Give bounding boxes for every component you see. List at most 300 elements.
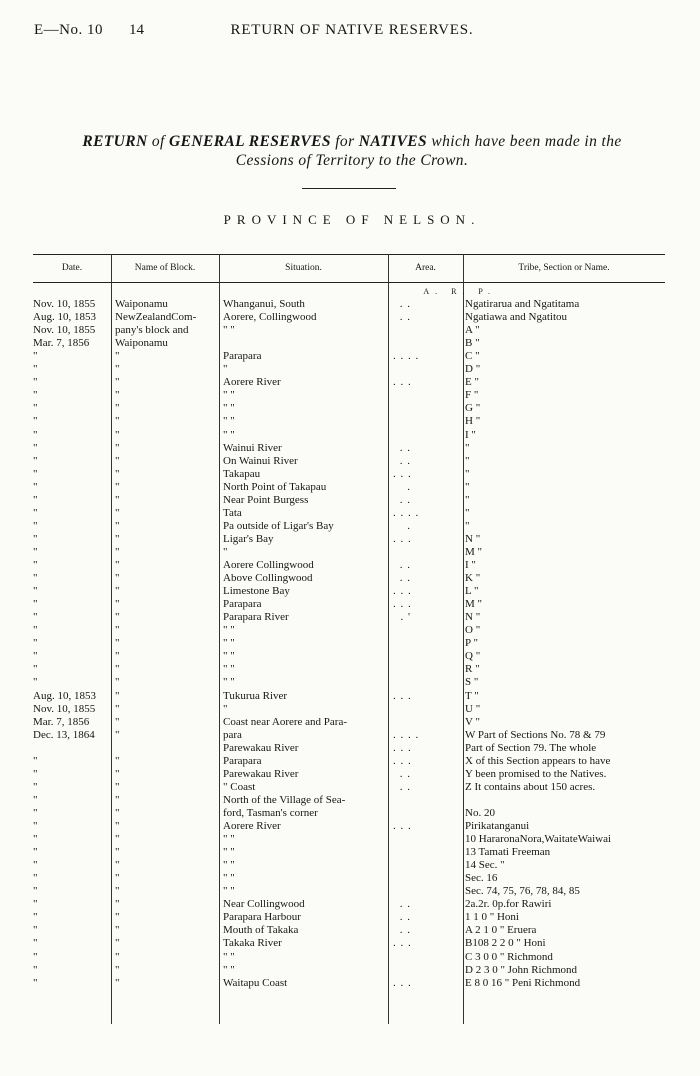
cell-date: " xyxy=(33,598,38,611)
cell-situation: " " xyxy=(223,637,235,650)
cell-block: " xyxy=(115,545,120,558)
cell-date: " xyxy=(33,963,38,976)
cell-situation: Aorere, Collingwood xyxy=(223,311,317,324)
cell-block: " xyxy=(115,780,120,793)
cell-tribe: Part of Section 79. The whole xyxy=(465,741,597,754)
cell-situation: Ligar's Bay xyxy=(223,532,274,545)
cell-block: " xyxy=(115,454,120,467)
cell-tribe: U " xyxy=(465,702,481,715)
cell-block: " xyxy=(115,650,120,663)
cell-tribe: Sec. 74, 75, 76, 78, 84, 85 xyxy=(465,885,580,898)
cell-tribe: K " xyxy=(465,572,481,585)
table-row xyxy=(33,481,665,494)
reserves-table xyxy=(33,254,665,1024)
cell-situation: " " xyxy=(223,624,235,637)
cell-date: " xyxy=(33,428,38,441)
cell-situation: Whanganui, South xyxy=(223,298,305,310)
page-number: 14 xyxy=(129,22,144,38)
cell-block: " xyxy=(115,976,120,989)
report-title-line-2: Cessions of Territory to the Crown. xyxy=(235,152,469,169)
cell-block: " xyxy=(115,754,120,767)
cell-situation: Aorere Collingwood xyxy=(223,559,314,571)
cell-date: " xyxy=(33,480,38,493)
cell-date: " xyxy=(33,493,38,506)
cell-leader-dots: . . . xyxy=(393,598,412,611)
cell-tribe: Ngatirarua and Ngatitama xyxy=(465,298,580,310)
cell-date: Aug. 10, 1853 xyxy=(33,689,96,702)
cell-leader-dots: . . . xyxy=(393,937,412,950)
running-title: RETURN OF NATIVE RESERVES. xyxy=(230,22,474,38)
cell-situation: Mouth of Takaka xyxy=(223,924,299,937)
cell-block: " xyxy=(115,611,120,624)
cell-situation: Takaka River xyxy=(223,937,282,950)
title-divider xyxy=(302,188,396,189)
table-row xyxy=(33,624,665,637)
cell-block: " xyxy=(115,689,120,702)
cell-tribe: 2a.2r. 0p.for Rawiri xyxy=(465,898,552,911)
cell-block: " xyxy=(115,598,120,611)
cell-block: " xyxy=(115,676,120,689)
cell-situation: Parapara xyxy=(223,754,262,767)
cell-tribe: H " xyxy=(465,415,481,428)
cell-block: " xyxy=(115,663,120,676)
cell-date: " xyxy=(33,767,38,780)
cell-tribe: G " xyxy=(465,402,481,415)
cell-leader-dots: . xyxy=(407,480,411,493)
title-word: GENERAL RESERVES xyxy=(169,133,331,150)
table-row xyxy=(33,376,665,389)
table-row xyxy=(33,781,665,794)
cell-date: " xyxy=(33,559,38,571)
table-row xyxy=(33,585,665,598)
cell-tribe: Pirikatanganui xyxy=(465,820,530,832)
report-title xyxy=(34,132,670,170)
cell-tribe: I " xyxy=(465,428,476,441)
table-row xyxy=(33,572,665,585)
cell-tribe: Q " xyxy=(465,650,481,663)
cell-situation: Parapara River xyxy=(223,611,289,624)
cell-date: " xyxy=(33,611,38,624)
cell-situation: " Coast xyxy=(223,780,256,793)
cell-date: " xyxy=(33,519,38,532)
cell-situation: " " xyxy=(223,415,235,428)
area-units-label: A. R. P. xyxy=(423,287,496,296)
table-row xyxy=(33,650,665,663)
title-word: NATIVES xyxy=(358,133,428,150)
table-row xyxy=(33,898,665,911)
cell-situation: Near Collingwood xyxy=(223,898,305,911)
cell-situation: Above Collingwood xyxy=(223,572,313,585)
table-row xyxy=(33,846,665,859)
table-row xyxy=(33,768,665,781)
table-row xyxy=(33,337,665,350)
cell-leader-dots: . . . xyxy=(393,376,412,389)
cell-tribe: P " xyxy=(465,637,478,650)
table-row xyxy=(33,363,665,376)
table-row xyxy=(33,807,665,820)
cell-leader-dots: . . xyxy=(399,454,411,467)
cell-date: " xyxy=(33,937,38,950)
cell-tribe: D " xyxy=(465,363,481,376)
table-row xyxy=(33,690,665,703)
cell-date: " xyxy=(33,650,38,663)
cell-tribe: S " xyxy=(465,676,479,689)
cell-date: " xyxy=(33,846,38,859)
cell-block: " xyxy=(115,833,120,846)
table-row xyxy=(33,350,665,363)
cell-date: " xyxy=(33,885,38,898)
cell-situation: Parapara xyxy=(223,350,262,363)
cell-block: " xyxy=(115,715,120,728)
cell-situation: Limestone Bay xyxy=(223,585,290,598)
table-row xyxy=(33,637,665,650)
cell-tribe: C 3 0 0 " Richmond xyxy=(465,950,553,963)
cell-leader-dots: . . . xyxy=(393,467,412,480)
cell-date: Aug. 10, 1853 xyxy=(33,311,96,324)
cell-date: " xyxy=(33,350,38,363)
cell-situation: " " xyxy=(223,676,235,689)
province-heading: PROVINCE OF NELSON. xyxy=(223,212,481,227)
table-row xyxy=(33,742,665,755)
cell-block: " xyxy=(115,885,120,898)
cell-situation: " " xyxy=(223,402,235,415)
cell-situation: " " xyxy=(223,872,235,885)
cell-block: " xyxy=(115,950,120,963)
cell-block: " xyxy=(115,376,120,389)
cell-leader-dots: . . xyxy=(399,559,411,571)
table-row xyxy=(33,324,665,337)
cell-block: " xyxy=(115,728,120,741)
cell-leader-dots: . . xyxy=(399,493,411,506)
table-row xyxy=(33,559,665,572)
cell-block: " xyxy=(115,467,120,480)
cell-situation: Aorere River xyxy=(223,820,281,832)
table-row xyxy=(33,442,665,455)
cell-leader-dots: . . . xyxy=(393,689,412,702)
cell-block: " xyxy=(115,846,120,859)
cell-situation: " " xyxy=(223,963,235,976)
cell-situation: Parewakau River xyxy=(223,767,299,780)
cell-tribe: I " xyxy=(465,559,476,571)
cell-leader-dots: . . xyxy=(399,298,411,310)
cell-block: Waiponamu xyxy=(115,298,168,310)
cell-tribe: " xyxy=(465,454,470,467)
cell-tribe: " xyxy=(465,467,470,480)
cell-date: " xyxy=(33,624,38,637)
cell-tribe: D 2 3 0 " John Richmond xyxy=(465,963,578,976)
cell-block: " xyxy=(115,898,120,911)
cell-block: " xyxy=(115,793,120,806)
cell-block: " xyxy=(115,767,120,780)
cell-tribe: 13 Tamati Freeman xyxy=(465,846,551,859)
cell-leader-dots: . . . xyxy=(393,741,412,754)
table-row xyxy=(33,546,665,559)
table-row xyxy=(33,507,665,520)
cell-leader-dots: . . . . xyxy=(393,350,420,363)
cell-leader-dots: . . . xyxy=(393,976,412,989)
cell-tribe: L " xyxy=(465,585,479,598)
cell-situation: Pa outside of Ligar's Bay xyxy=(223,519,334,532)
table-top-rule xyxy=(33,254,665,255)
cell-situation: " " xyxy=(223,428,235,441)
cell-situation: " xyxy=(223,363,228,376)
cell-block: " xyxy=(115,702,120,715)
cell-date: " xyxy=(33,780,38,793)
cell-situation: Tukurua River xyxy=(223,689,288,702)
cell-block: " xyxy=(115,637,120,650)
cell-leader-dots: . . xyxy=(399,441,411,454)
cell-situation: " " xyxy=(223,389,235,402)
cell-situation: " " xyxy=(223,650,235,663)
cell-situation: " xyxy=(223,545,228,558)
table-row xyxy=(33,964,665,977)
cell-block: " xyxy=(115,963,120,976)
table-row xyxy=(33,951,665,964)
cell-date: " xyxy=(33,820,38,832)
cell-block: " xyxy=(115,806,120,819)
cell-date: " xyxy=(33,545,38,558)
cell-situation: Parewakau River xyxy=(223,741,299,754)
cell-situation: Parapara Harbour xyxy=(223,911,301,924)
cell-situation: " " xyxy=(223,846,235,859)
cell-block: pany's block and xyxy=(115,324,189,337)
cell-tribe: W Part of Sections No. 78 & 79 xyxy=(465,728,606,741)
cell-tribe: E " xyxy=(465,376,479,389)
cell-tribe: Z It contains about 150 acres. xyxy=(465,780,596,793)
cell-leader-dots: . . xyxy=(399,767,411,780)
table-row xyxy=(33,937,665,950)
cell-date: " xyxy=(33,754,38,767)
cell-tribe: E 8 0 16 " Peni Richmond xyxy=(465,976,581,989)
table-row xyxy=(33,820,665,833)
cell-date: Nov. 10, 1855 xyxy=(33,702,96,715)
cell-block: " xyxy=(115,389,120,402)
cell-block: NewZealandCom- xyxy=(115,311,197,324)
cell-tribe: Y been promised to the Natives. xyxy=(465,767,607,780)
table-row xyxy=(33,455,665,468)
table-row xyxy=(33,885,665,898)
cell-tribe: V " xyxy=(465,715,480,728)
cell-situation: Coast near Aorere and Para- xyxy=(223,715,348,728)
cell-leader-dots: . . . xyxy=(393,754,412,767)
cell-tribe: N " xyxy=(465,611,481,624)
cell-tribe: X of this Section appears to have xyxy=(465,754,611,767)
cell-tribe: " xyxy=(465,480,470,493)
document-code: E—No. 10 xyxy=(34,22,103,38)
cell-situation: " xyxy=(223,702,228,715)
cell-block: " xyxy=(115,428,120,441)
cell-situation: Tata xyxy=(223,506,242,519)
cell-date: " xyxy=(33,415,38,428)
header-date: Date. xyxy=(61,263,83,273)
table-row xyxy=(33,794,665,807)
cell-leader-dots: . . xyxy=(399,780,411,793)
cell-tribe: Sec. 16 xyxy=(465,872,498,885)
cell-tribe: " xyxy=(465,519,470,532)
title-word: of xyxy=(151,133,165,150)
cell-leader-dots: . . xyxy=(399,572,411,585)
cell-block: " xyxy=(115,441,120,454)
cell-date: " xyxy=(33,585,38,598)
cell-date: " xyxy=(33,441,38,454)
cell-block: " xyxy=(115,480,120,493)
cell-situation: Aorere River xyxy=(223,376,281,389)
cell-tribe: " xyxy=(465,441,470,454)
cell-situation: Near Point Burgess xyxy=(223,493,309,506)
cell-date: " xyxy=(33,950,38,963)
table-row xyxy=(33,402,665,415)
table-row xyxy=(33,872,665,885)
cell-block: " xyxy=(115,585,120,598)
cell-leader-dots: . . . xyxy=(393,585,412,598)
cell-block: " xyxy=(115,572,120,585)
cell-date: " xyxy=(33,911,38,924)
cell-tribe: A 2 1 0 " Eruera xyxy=(465,924,537,937)
table-row xyxy=(33,520,665,533)
table-row xyxy=(33,494,665,507)
table-row xyxy=(33,298,665,311)
cell-block: " xyxy=(115,402,120,415)
cell-leader-dots: . . xyxy=(399,924,411,937)
cell-tribe: B108 2 2 0 " Honi xyxy=(465,937,546,950)
cell-block: " xyxy=(115,506,120,519)
cell-tribe: C " xyxy=(465,350,480,363)
title-word: RETURN xyxy=(82,133,148,150)
cell-date: Nov. 10, 1855 xyxy=(33,324,96,337)
cell-leader-dots: . xyxy=(407,519,411,532)
cell-situation: " " xyxy=(223,324,235,337)
cell-situation: On Wainui River xyxy=(223,454,298,467)
table-row xyxy=(33,911,665,924)
cell-date: " xyxy=(33,806,38,819)
cell-block: " xyxy=(115,363,120,376)
cell-tribe: No. 20 xyxy=(465,806,495,819)
table-row xyxy=(33,833,665,846)
cell-date: " xyxy=(33,532,38,545)
cell-situation: Parapara xyxy=(223,598,262,611)
cell-tribe: Ngatiawa and Ngatitou xyxy=(465,311,568,324)
cell-block: " xyxy=(115,872,120,885)
cell-situation: para xyxy=(223,728,242,741)
header-block: Name of Block. xyxy=(134,263,196,273)
header-tribe: Tribe, Section or Name. xyxy=(518,263,610,273)
table-header-rule xyxy=(33,282,665,283)
table-row xyxy=(33,611,665,624)
cell-block: " xyxy=(115,519,120,532)
cell-tribe: O " xyxy=(465,624,481,637)
cell-situation: Wainui River xyxy=(223,441,282,454)
cell-tribe: 10 HararonaNora,WaitateWaiwai xyxy=(465,833,612,846)
cell-date: " xyxy=(33,637,38,650)
table-row xyxy=(33,716,665,729)
cell-leader-dots: . . xyxy=(399,911,411,924)
cell-tribe: B " xyxy=(465,337,480,350)
title-word: which have been made in the xyxy=(431,133,622,150)
header-area: Area. xyxy=(415,263,436,273)
cell-date: " xyxy=(33,676,38,689)
cell-leader-dots: . . xyxy=(399,311,411,324)
report-title-line-1 xyxy=(34,132,670,151)
cell-date: " xyxy=(33,506,38,519)
cell-tribe: M " xyxy=(465,598,483,611)
cell-situation: North Point of Takapau xyxy=(223,480,327,493)
cell-date: " xyxy=(33,859,38,872)
cell-leader-dots: . ' xyxy=(400,611,411,624)
cell-leader-dots: . . . . xyxy=(393,506,420,519)
table-row xyxy=(33,311,665,324)
cell-date: " xyxy=(33,572,38,585)
table-row xyxy=(33,703,665,716)
cell-situation: " " xyxy=(223,833,235,846)
cell-tribe: T " xyxy=(465,689,479,702)
cell-date: " xyxy=(33,402,38,415)
cell-situation: North of the Village of Sea- xyxy=(223,793,346,806)
cell-block: " xyxy=(115,350,120,363)
cell-leader-dots: . . . xyxy=(393,820,412,832)
cell-tribe: R " xyxy=(465,663,480,676)
table-row xyxy=(33,676,665,689)
table-row xyxy=(33,468,665,481)
cell-date: " xyxy=(33,976,38,989)
cell-leader-dots: . . xyxy=(399,898,411,911)
cell-tribe: 1 1 0 " Honi xyxy=(465,911,519,924)
cell-leader-dots: . . . . xyxy=(393,728,420,741)
cell-block: " xyxy=(115,859,120,872)
table-row xyxy=(33,663,665,676)
cell-block: " xyxy=(115,493,120,506)
cell-date: Mar. 7, 1856 xyxy=(33,337,90,350)
cell-date: Dec. 13, 1864 xyxy=(33,728,95,741)
cell-date: " xyxy=(33,467,38,480)
cell-date: " xyxy=(33,898,38,911)
cell-date: " xyxy=(33,833,38,846)
cell-tribe: A " xyxy=(465,324,480,337)
header-situation: Situation. xyxy=(285,263,322,273)
cell-tribe: " xyxy=(465,493,470,506)
cell-date: " xyxy=(33,363,38,376)
table-row xyxy=(33,429,665,442)
title-word: for xyxy=(335,133,355,150)
cell-date: Nov. 10, 1855 xyxy=(33,298,96,310)
cell-block: " xyxy=(115,820,120,832)
table-row xyxy=(33,977,665,990)
cell-block: " xyxy=(115,624,120,637)
table-row xyxy=(33,389,665,402)
cell-block: " xyxy=(115,911,120,924)
table-row xyxy=(33,729,665,742)
cell-block: " xyxy=(115,937,120,950)
cell-tribe: " xyxy=(465,506,470,519)
cell-block: " xyxy=(115,415,120,428)
cell-date: " xyxy=(33,663,38,676)
cell-date: " xyxy=(33,872,38,885)
cell-block: " xyxy=(115,924,120,937)
cell-situation: Waitapu Coast xyxy=(223,976,288,989)
cell-leader-dots: . . . xyxy=(393,532,412,545)
table-row xyxy=(33,598,665,611)
cell-situation: " " xyxy=(223,885,235,898)
cell-situation: Takapau xyxy=(223,467,261,480)
cell-date: Mar. 7, 1856 xyxy=(33,715,90,728)
table-row xyxy=(33,755,665,768)
table-row xyxy=(33,415,665,428)
cell-tribe: 14 Sec. " xyxy=(465,859,505,872)
cell-date: " xyxy=(33,924,38,937)
cell-situation: " " xyxy=(223,663,235,676)
table-row xyxy=(33,859,665,872)
cell-situation: ford, Tasman's corner xyxy=(223,806,318,819)
cell-tribe: F " xyxy=(465,389,479,402)
